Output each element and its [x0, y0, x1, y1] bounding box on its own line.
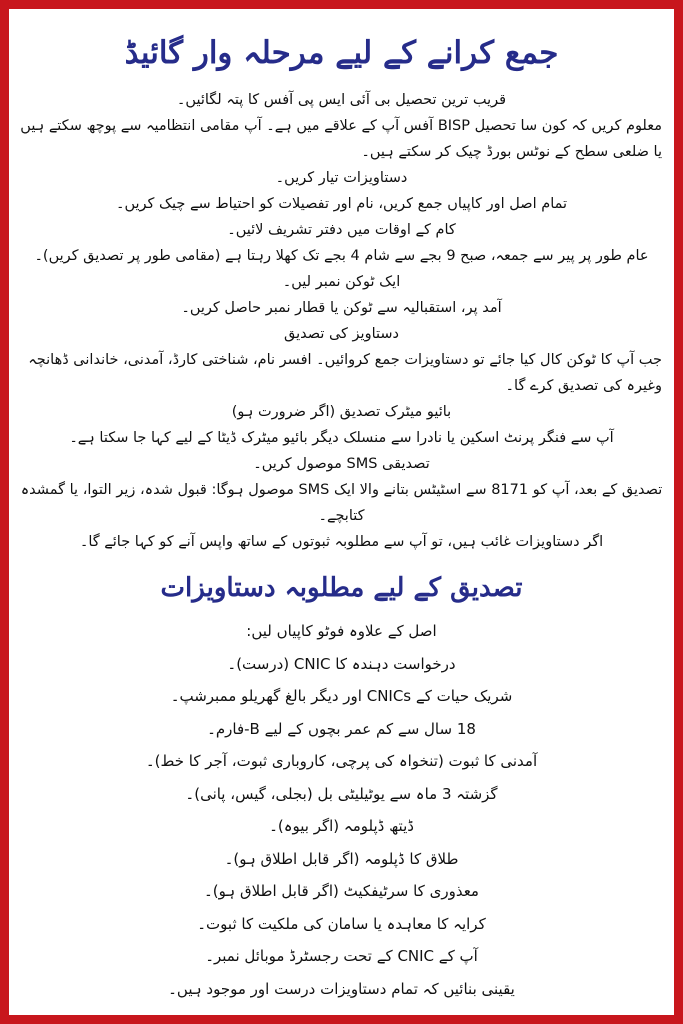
- steps-section: [9, 87, 674, 555]
- step-line: بائیو میٹرک تصدیق (اگر ضرورت ہو): [231, 404, 452, 420]
- step-line: جب آپ کا ٹوکن کال کیا جائے تو دستاویزات جمع کروائیں۔ افسر نام، شناختی کارڈ، آمدنی، خاندانی ڈھانچہ وغیرہ کی تصدیق کرے گا۔: [28, 352, 662, 394]
- document-item: درخواست دہندہ کا CNIC (درست)۔: [227, 654, 456, 673]
- step-line: تمام اصل اور کاپیاں جمع کریں، نام اور تفصیلات کو احتیاط سے چیک کریں۔: [115, 196, 568, 212]
- document-item: 18 سال سے کم عمر بچوں کے لیے B-فارم۔: [207, 719, 476, 738]
- step-line: آپ سے فنگر پرنٹ اسکین یا نادرا سے منسلک دیگر بائیو میٹرک ڈیٹا کے لیے کہا جا سکتا ہے۔: [69, 430, 614, 446]
- step-line: اگر دستاویزات غائب ہیں، تو آپ سے مطلوبہ ثبوتوں کے ساتھ واپس آنے کو کہا جائے گا۔: [79, 534, 604, 550]
- step-line: تصدیق کے بعد، آپ کو 8171 سے اسٹیٹس بتانے والا ایک SMS موصول ہوگا: قبول شدہ، زیر التوا، یا گمشدہ کتابچے۔: [20, 482, 663, 524]
- step-line: معلوم کریں کہ کون سا تحصیل BISP آفس آپ کے علاقے میں ہے۔ آپ مقامی انتظامیہ سے پوچھ سکتے ہیں یا ضلعی سطح کے نوٹس بورڈ چیک کر سکتے ہیں۔: [20, 118, 662, 160]
- step-line: عام طور پر پیر سے جمعہ، صبح 9 بجے سے شام 4 بجے تک کھلا رہتا ہے (مقامی طور پر تصدیق کریں)۔: [34, 248, 649, 264]
- document-page: [9, 9, 674, 1015]
- document-item: آپ کے CNIC کے تحت رجسٹرڈ موبائل نمبر۔: [205, 947, 478, 965]
- step-line: آمد پر، استقبالیہ سے ٹوکن یا قطار نمبر حاصل کریں۔: [181, 300, 502, 316]
- page-title: جمع کرانے کے لیے مرحلہ وار گائیڈ: [124, 35, 559, 71]
- step-line: قریب ترین تحصیل بی آئی ایس پی آفس کا پتہ لگائیں۔: [176, 92, 507, 108]
- document-item: کرایہ کا معاہدہ یا سامان کی ملکیت کا ثبوت۔: [197, 914, 486, 933]
- step-line: کام کے اوقات میں دفتر تشریف لائیں۔: [227, 222, 456, 238]
- documents-heading: تصدیق کے لیے مطلوبہ دستاویزات: [160, 573, 523, 603]
- document-item: ڈیتھ ڈپلومہ (اگر بیوہ)۔: [269, 817, 414, 835]
- document-item: یقینی بنائیں کہ تمام دستاویزات درست اور موجود ہیں۔: [168, 979, 515, 998]
- step-line: دستاویز کی تصدیق: [284, 326, 399, 342]
- document-item: شریک حیات کے CNICs اور دیگر بالغ گھریلو ممبرشپ۔: [170, 687, 513, 705]
- documents-section: [9, 615, 674, 1005]
- step-line: دستاویزات تیار کریں۔: [275, 170, 408, 186]
- document-item: طلاق کا ڈپلومہ (اگر قابل اطلاق ہو)۔: [224, 849, 459, 868]
- documents-intro: اصل کے علاوہ فوٹو کاپیاں لیں:: [246, 622, 437, 640]
- step-line: ایک ٹوکن نمبر لیں۔: [282, 274, 401, 290]
- document-item: معذوری کا سرٹیفکیٹ (اگر قابل اطلاق ہو)۔: [204, 882, 479, 900]
- document-item: گزشتہ 3 ماہ سے یوٹیلیٹی بل (بجلی، گیس، پانی)۔: [185, 784, 498, 803]
- document-item: آمدنی کا ثبوت (تنخواہ کی پرچی، کاروباری ثبوت، آجر کا خط)۔: [145, 752, 538, 770]
- step-line: تصدیقی SMS موصول کریں۔: [253, 456, 430, 472]
